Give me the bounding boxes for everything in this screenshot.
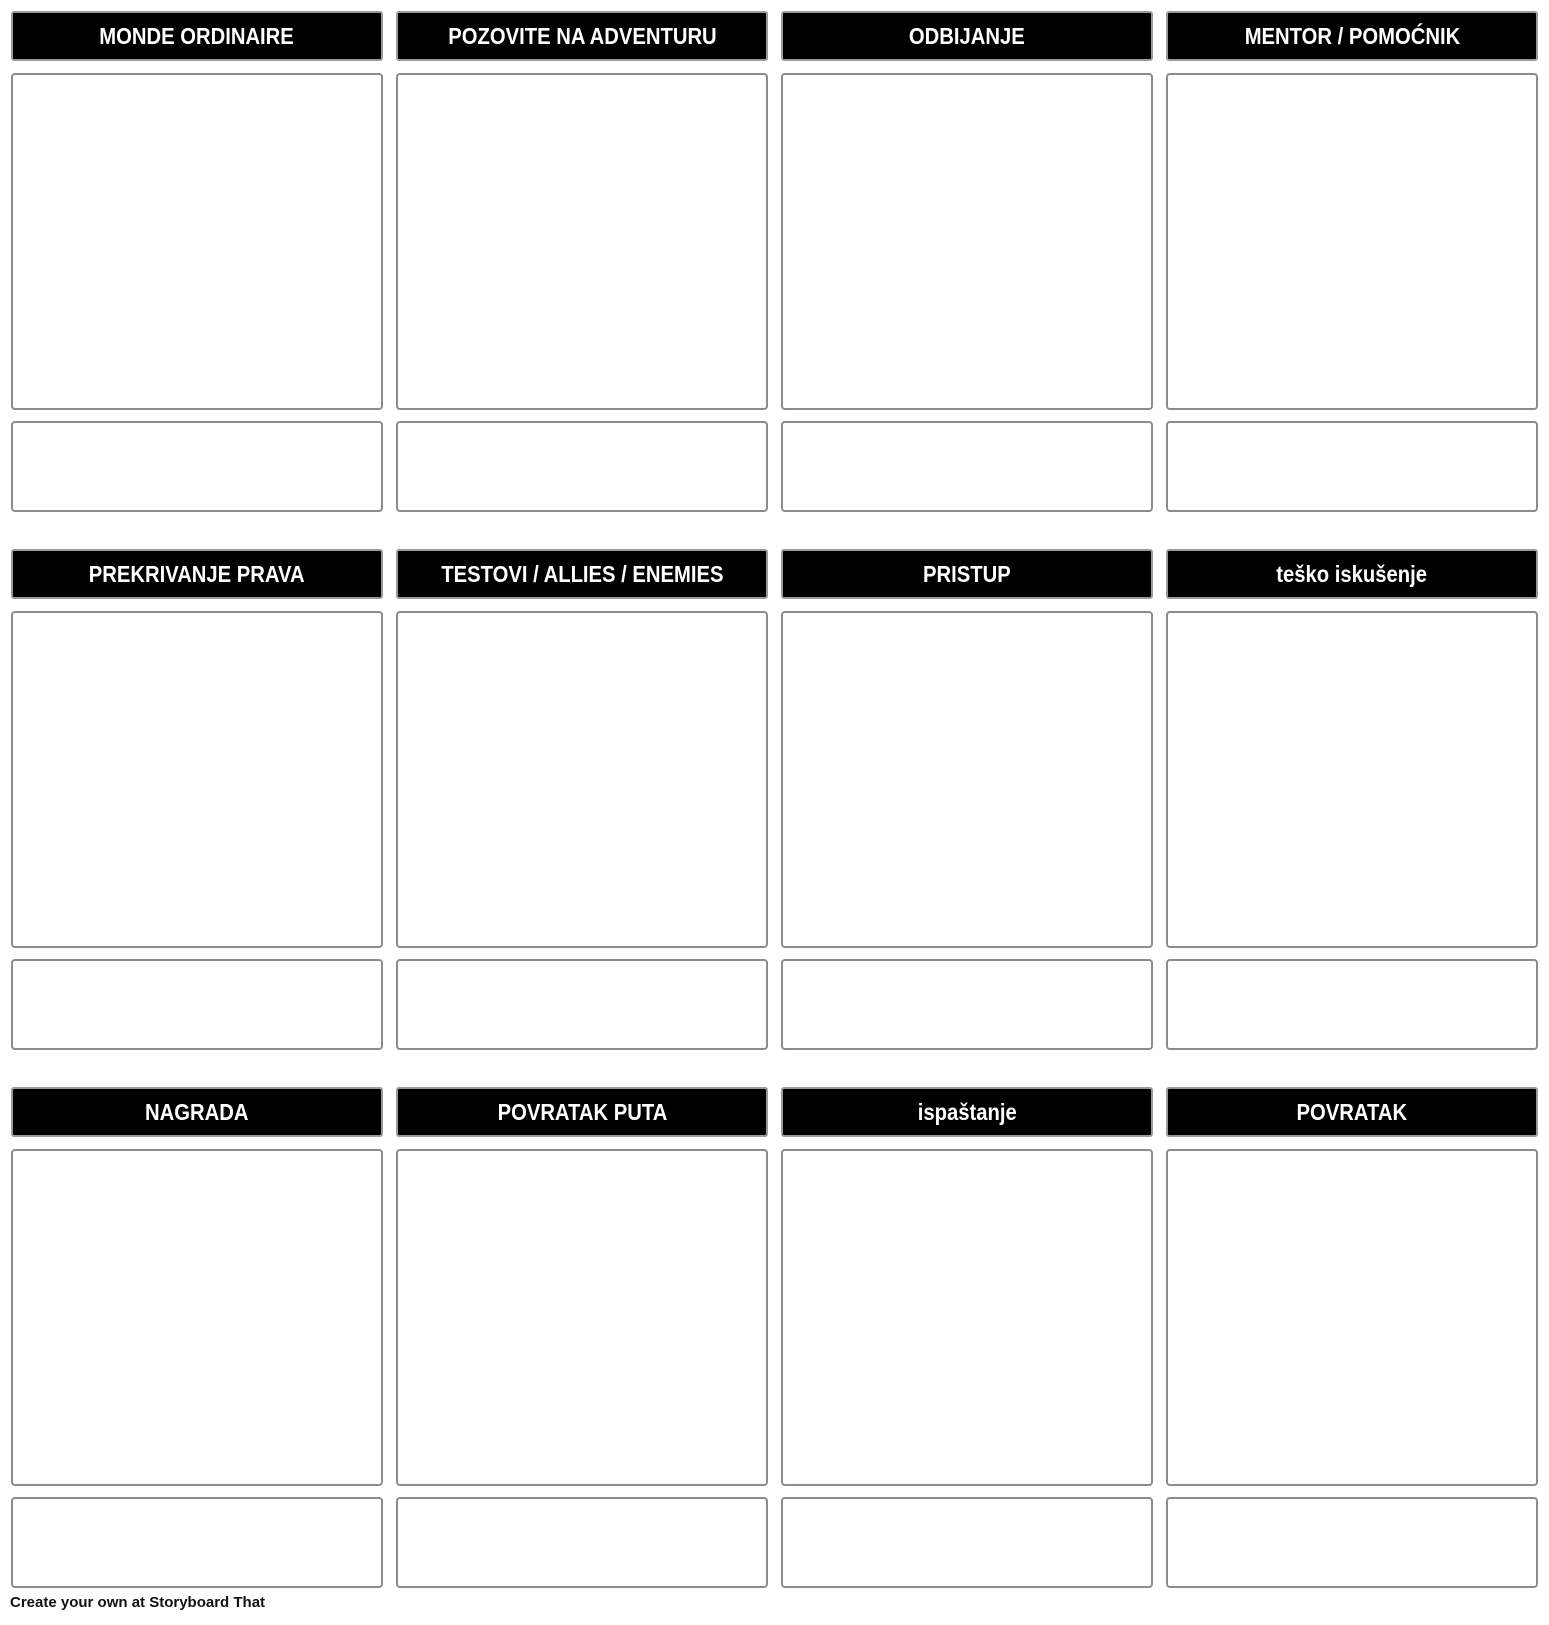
cell-title-bar[interactable] (396, 549, 768, 599)
storyboard-cell (396, 549, 768, 1050)
cell-title-bar[interactable] (781, 549, 1153, 599)
cell-title-bar[interactable] (11, 549, 383, 599)
cell-description-area[interactable] (396, 421, 768, 512)
cell-image-area[interactable] (1166, 611, 1538, 948)
cell-description-area[interactable] (396, 1497, 768, 1588)
cell-title: teško iskušenje (1276, 560, 1428, 587)
cell-description-area[interactable] (1166, 959, 1538, 1050)
cell-title-bar[interactable] (781, 11, 1153, 61)
cell-title-bar[interactable] (396, 1087, 768, 1137)
cell-image-area[interactable] (781, 611, 1153, 948)
storyboard-cell (1166, 549, 1538, 1050)
cell-description-area[interactable] (11, 421, 383, 512)
storyboard-grid (11, 11, 1538, 1625)
cell-title-bar[interactable] (1166, 549, 1538, 599)
cell-description-area[interactable] (781, 421, 1153, 512)
cell-title-bar[interactable] (11, 1087, 383, 1137)
cell-description-area[interactable] (11, 1497, 383, 1588)
cell-image-area[interactable] (11, 73, 383, 410)
cell-description-area[interactable] (1166, 1497, 1538, 1588)
storyboard-cell (11, 1087, 383, 1588)
cell-title: MENTOR / POMOĆNIK (1244, 22, 1460, 49)
cell-title: TESTOVI / ALLIES / ENEMIES (440, 560, 724, 587)
cell-description-area[interactable] (1166, 421, 1538, 512)
cell-image-area[interactable] (1166, 1149, 1538, 1486)
cell-description-area[interactable] (781, 1497, 1153, 1588)
storyboard-cell (396, 11, 768, 512)
cell-description-area[interactable] (11, 959, 383, 1050)
storyboard-cell (781, 1087, 1153, 1588)
cell-image-area[interactable] (11, 611, 383, 948)
cell-title-bar[interactable] (1166, 1087, 1538, 1137)
cell-image-area[interactable] (396, 73, 768, 410)
cell-title-bar[interactable] (396, 11, 768, 61)
storyboard-cell (781, 549, 1153, 1050)
storyboard-cell (1166, 1087, 1538, 1588)
storyboard-cell (396, 1087, 768, 1588)
cell-title: POVRATAK PUTA (497, 1098, 667, 1125)
cell-image-area[interactable] (11, 1149, 383, 1486)
cell-description-area[interactable] (781, 959, 1153, 1050)
cell-title-bar[interactable] (1166, 11, 1538, 61)
cell-title: PREKRIVANJE PRAVA (89, 560, 305, 587)
cell-title-bar[interactable] (781, 1087, 1153, 1137)
cell-title: POVRATAK (1296, 1098, 1408, 1125)
cell-title: ODBIJANJE (909, 22, 1025, 49)
cell-title-bar[interactable] (11, 11, 383, 61)
storyboard-that-credit-link[interactable]: Create your own at Storyboard That (10, 1594, 266, 1611)
cell-image-area[interactable] (781, 1149, 1153, 1486)
storyboard-cell (1166, 11, 1538, 512)
cell-image-area[interactable] (781, 73, 1153, 410)
cell-title: PRISTUP (923, 560, 1011, 587)
cell-description-area[interactable] (396, 959, 768, 1050)
cell-title: POZOVITE NA ADVENTURU (447, 22, 717, 49)
cell-title: NAGRADA (145, 1098, 249, 1125)
cell-title: MONDE ORDINAIRE (99, 22, 295, 49)
storyboard-cell (781, 11, 1153, 512)
storyboard-cell (11, 549, 383, 1050)
cell-image-area[interactable] (1166, 73, 1538, 410)
storyboard-cell (11, 11, 383, 512)
cell-image-area[interactable] (396, 611, 768, 948)
cell-title: ispaštanje (917, 1098, 1017, 1125)
cell-image-area[interactable] (396, 1149, 768, 1486)
